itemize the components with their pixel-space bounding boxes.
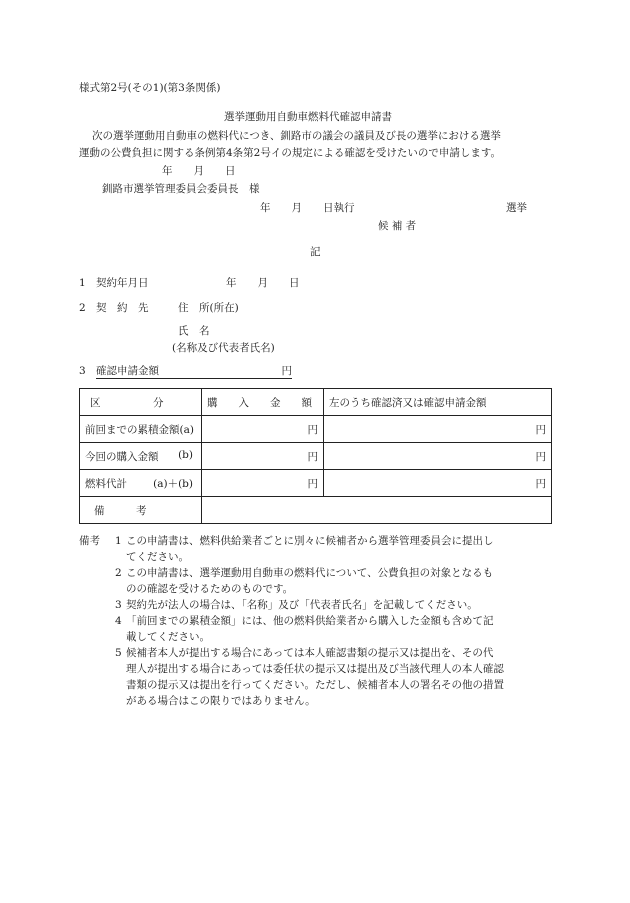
table-row-remarks <box>80 497 552 524</box>
header-category: 区 分 <box>80 389 202 416</box>
note-number: 3 <box>115 599 122 611</box>
amount-cell[interactable]: 円 <box>202 470 324 497</box>
note-item <box>79 613 559 645</box>
note-line: 載してください。 <box>126 631 210 643</box>
notes-section <box>79 533 559 709</box>
item1-number: 1 <box>79 277 86 289</box>
item3-amount-field <box>96 364 292 379</box>
note-line: 理人が提出する場合にあっては委任状の提示又は提出及び当該代理人の本人確認 <box>126 663 504 675</box>
note-item <box>79 533 559 565</box>
remarks-label: 備 考 <box>80 497 202 524</box>
notes-label: 備考 <box>79 535 100 547</box>
note-line: のの確認を受けるためのものです。 <box>126 583 294 595</box>
document-title: 選挙運動用自動車燃料代確認申請書 <box>224 111 392 123</box>
note-number: 1 <box>115 535 122 547</box>
form-number: 様式第2号(その1)(第3条関係) <box>79 82 221 94</box>
confirm-cell[interactable]: 円 <box>324 470 552 497</box>
election-suffix: 選挙 <box>506 202 527 214</box>
row-label: 今回の購入金額 (b) <box>80 443 202 470</box>
item1-label: 契約年月日 <box>96 277 149 289</box>
amount-cell[interactable]: 円 <box>202 416 324 443</box>
item2-number: 2 <box>79 302 86 314</box>
note-line: 書類の提示又は提出を行ってください。ただし、候補者本人の署名その他の措置 <box>126 679 504 691</box>
note-item <box>79 597 559 613</box>
row-label: 前回までの累積金額(a) <box>80 416 202 443</box>
note-item <box>79 565 559 597</box>
intro-line-2: 運動の公費負担に関する条例第4条第2号イの規定による確認を受けたいので申請します。 <box>79 147 502 159</box>
item2-name-note: (名称及び代表者氏名) <box>172 342 275 354</box>
item1-value: 年 月 日 <box>226 277 300 289</box>
note-line: 契約先が法人の場合は、「名称」及び「代表者氏名」を記載してください。 <box>126 599 478 611</box>
item2-name-label: 氏 名 <box>178 325 210 337</box>
application-date: 年 月 日 <box>162 165 236 177</box>
note-number: 4 <box>115 615 122 627</box>
note-line: 「前回までの累積金額」には、他の燃料供給業者から購入した金額も含めて記 <box>126 615 494 627</box>
note-number: 2 <box>115 567 122 579</box>
intro-line-1: 次の選挙運動用自動車の燃料代につき、釧路市の議会の議員及び長の選挙における選挙 <box>92 130 501 142</box>
note-item <box>79 645 559 709</box>
item2-address-label: 住 所(所在) <box>178 302 239 314</box>
item3-label: 確認申請金額 <box>96 365 159 377</box>
note-line: がある場合はこの限りではありません。 <box>126 695 316 707</box>
table-row <box>80 443 552 470</box>
note-number: 5 <box>115 647 122 659</box>
confirm-cell[interactable]: 円 <box>324 443 552 470</box>
item3-unit: 円 <box>281 365 292 377</box>
note-line: てください。 <box>126 551 189 563</box>
table-header-row <box>80 389 552 416</box>
row-label: 燃料代計 (a)＋(b) <box>80 470 202 497</box>
ki-heading: 記 <box>310 246 321 258</box>
header-purchase: 購 入 金 額 <box>202 389 324 416</box>
candidate-label: 候 補 者 <box>378 220 417 232</box>
item2-label: 契 約 先 <box>96 302 149 314</box>
table-row <box>80 470 552 497</box>
header-confirmed: 左のうち確認済又は確認申請金額 <box>324 389 552 416</box>
amount-cell[interactable]: 円 <box>202 443 324 470</box>
addressee: 釧路市選挙管理委員会委員長 様 <box>102 183 260 195</box>
confirm-cell[interactable]: 円 <box>324 416 552 443</box>
table-row <box>80 416 552 443</box>
note-line: この申請書は、燃料供給業者ごとに別々に候補者から選挙管理委員会に提出し <box>126 535 494 547</box>
remarks-cell[interactable] <box>202 497 552 524</box>
note-line: 候補者本人が提出する場合にあっては本人確認書類の提示又は提出を、その代 <box>126 647 494 659</box>
item3-number: 3 <box>79 365 86 377</box>
fuel-cost-table <box>79 388 552 524</box>
election-date: 年 月 日執行 <box>260 202 355 214</box>
note-line: この申請書は、選挙運動用自動車の燃料代について、公費負担の対象となるも <box>126 567 494 579</box>
